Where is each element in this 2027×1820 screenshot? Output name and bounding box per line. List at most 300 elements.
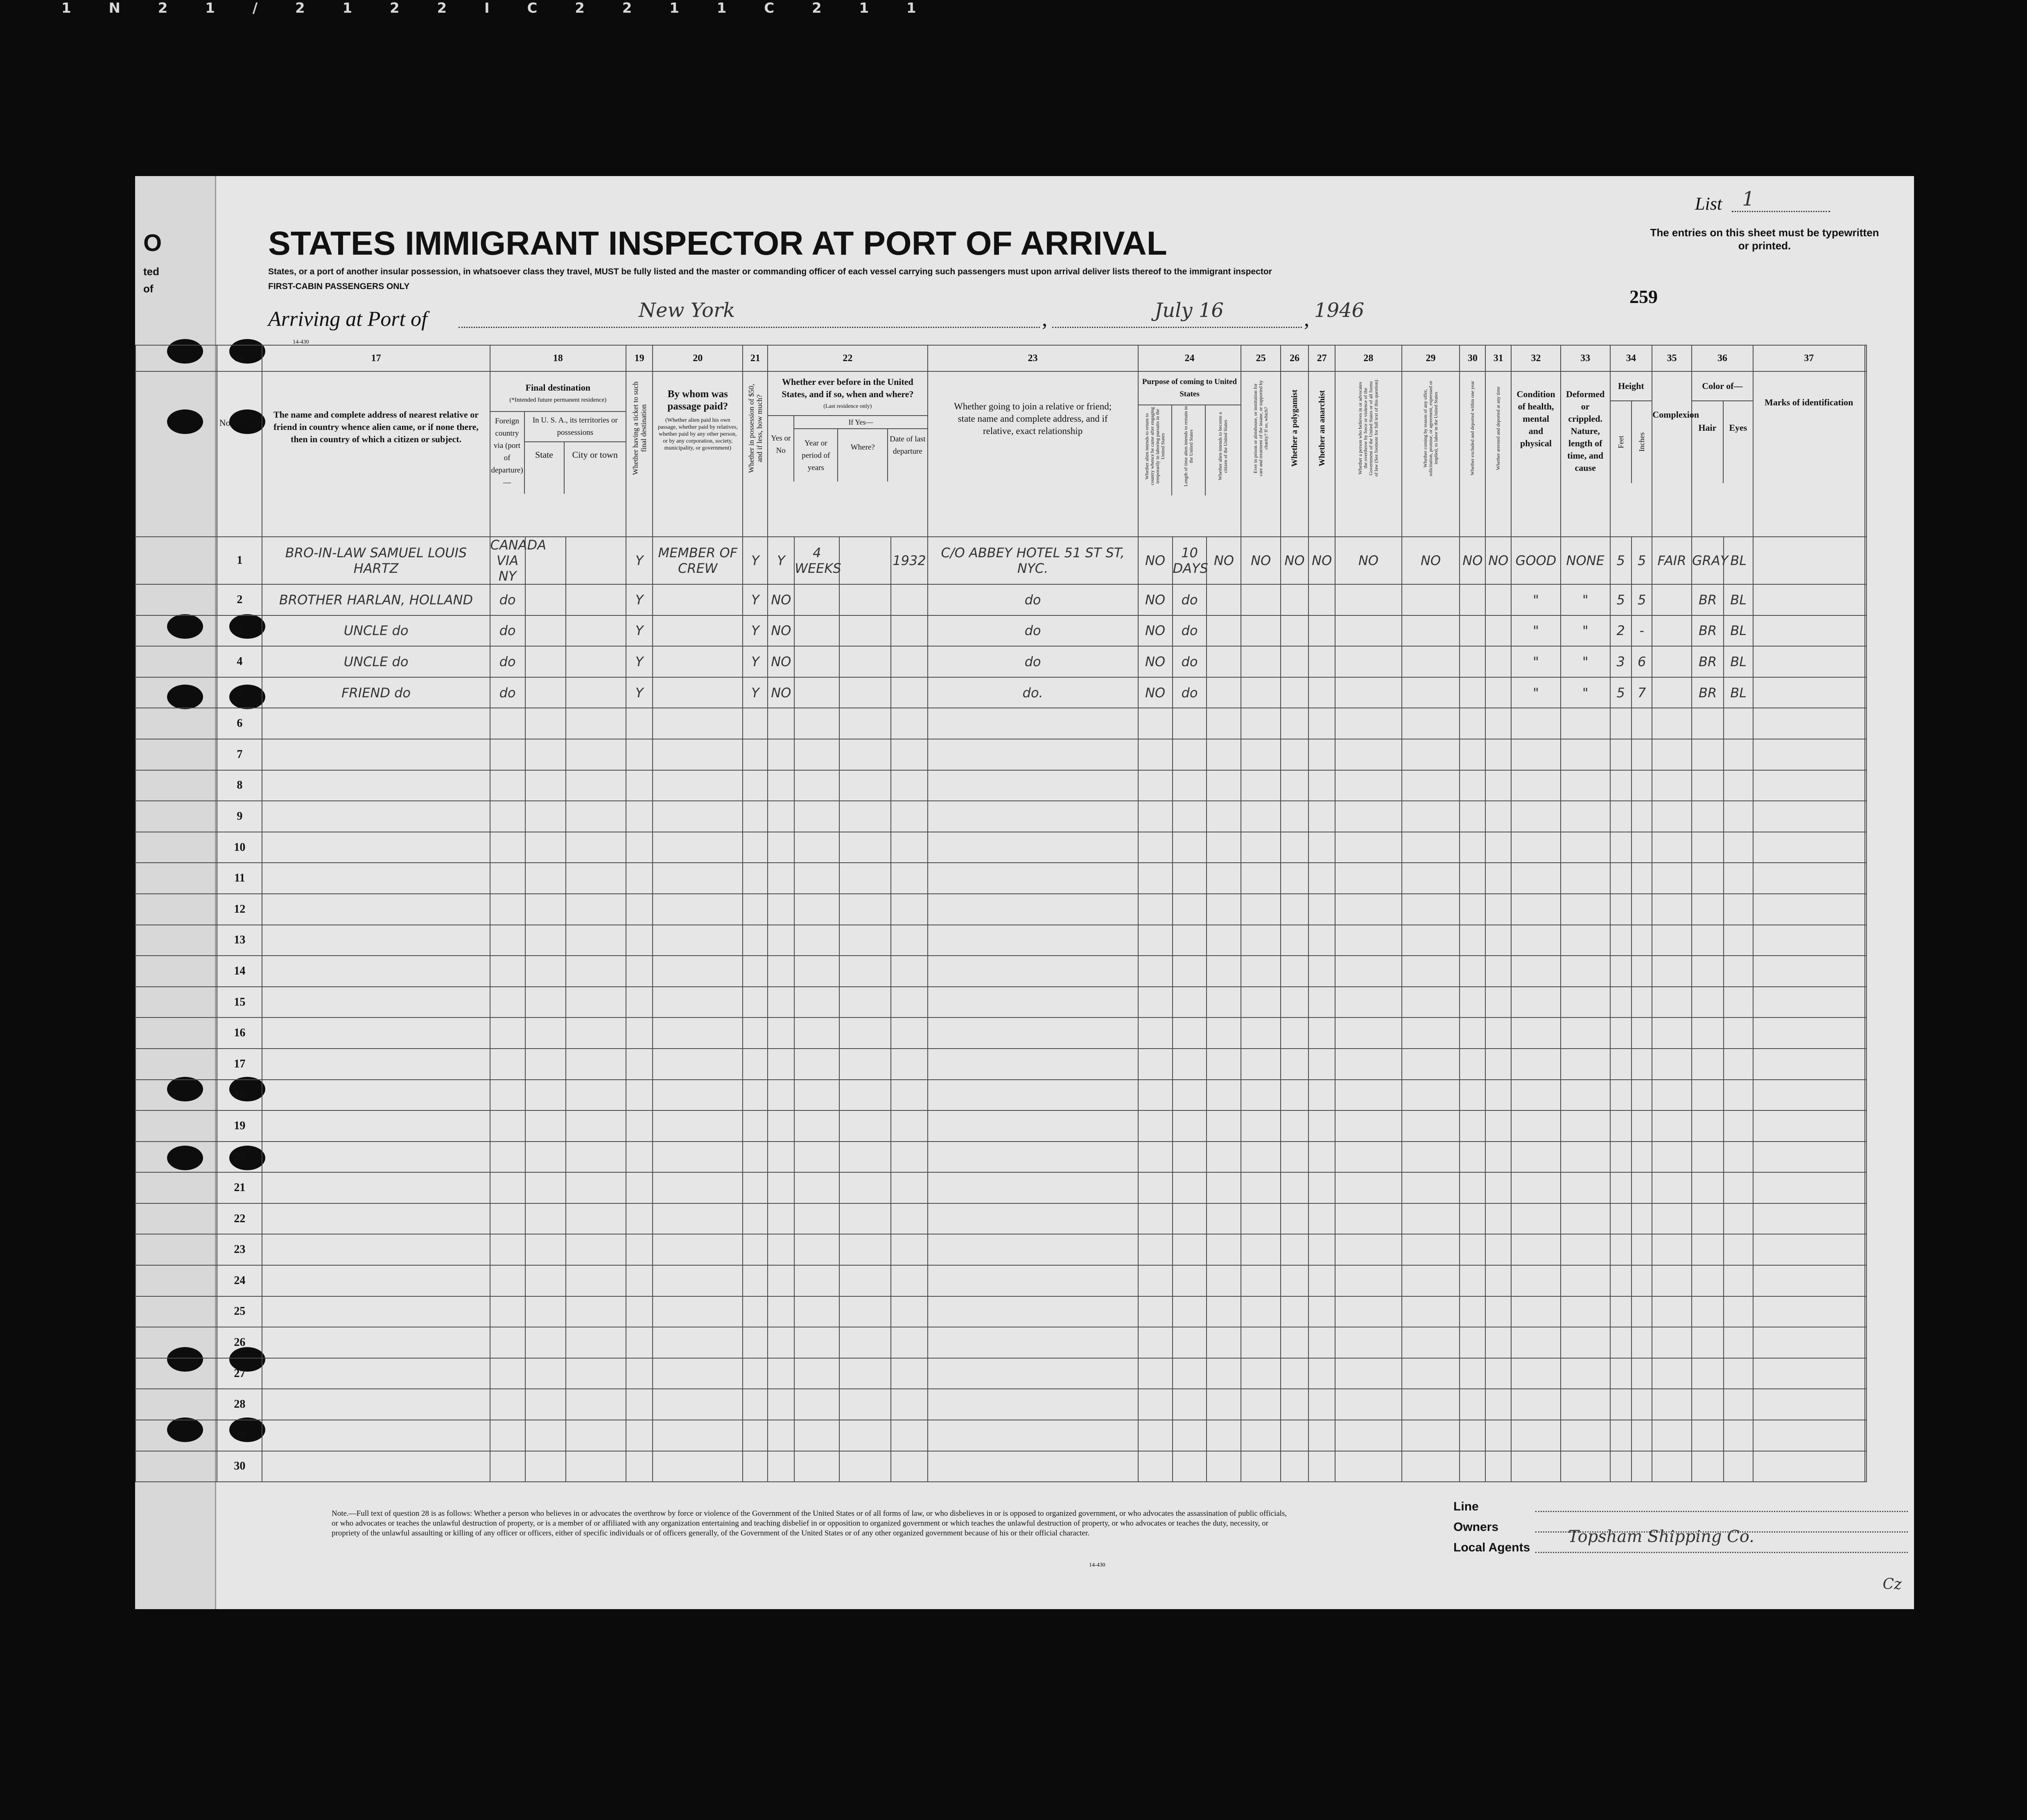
cell-c22b [794,1420,839,1451]
cell-c22d [891,1142,927,1173]
cell-c22a [768,1172,794,1203]
cell-c20 [653,677,743,708]
cell-c31 [1485,1234,1511,1265]
cell-c18b [525,708,566,739]
cell-c29 [1402,739,1460,770]
ever-in-us-note: (Last residence only) [823,403,872,409]
cell-c20: MEMBER OF CREW [653,537,743,584]
cell-c31 [1485,1327,1511,1358]
margin-cell [1865,925,1867,956]
cell-c30 [1460,925,1485,956]
header-overthrow [1335,371,1402,537]
cell-c36b [1724,1327,1753,1358]
cell-c22d [891,956,927,987]
cell-c35 [1652,1049,1692,1080]
cell-c24a: NO [1138,677,1173,708]
cell-c20 [653,1080,743,1111]
cell-c20 [653,987,743,1018]
cell-c21 [743,1234,768,1265]
passenger-row [136,863,1867,894]
arriving-label: Arriving at Port of [268,307,427,331]
cell-c28 [1335,739,1402,770]
cell-c22d: 1932 [891,537,927,584]
cell-c20 [653,708,743,739]
cell-c22b [794,1327,839,1358]
cell-c22c [839,1327,891,1358]
cell-c30 [1460,832,1485,863]
cell-c36a: BR [1692,646,1724,677]
cell-c23 [928,739,1138,770]
cell-c24b [1173,1234,1207,1265]
cell-c35 [1652,1234,1692,1265]
cell-c33 [1561,1142,1610,1173]
cell-c18c [566,1172,626,1203]
cell-c36b [1724,1265,1753,1296]
cell-c17: UNCLE do [262,646,490,677]
cell-c17 [262,1049,490,1080]
cell-c23 [928,1265,1138,1296]
cell-c24a [1138,801,1173,832]
cell-c17 [262,1142,490,1173]
cell-c18b [525,1358,566,1389]
cell-c18b [525,1420,566,1451]
cell-c18c [566,1265,626,1296]
cell-c21 [743,739,768,770]
cell-c18a [490,894,525,925]
cell-c18c [566,1420,626,1451]
cell-c25 [1241,615,1281,647]
cell-c33 [1561,739,1610,770]
cell-c18b [525,1265,566,1296]
cell-c32 [1511,1451,1561,1482]
cell-c24a [1138,1389,1173,1420]
cell-c18c [566,646,626,677]
cell-c33: " [1561,584,1610,615]
cell-c18a [490,925,525,956]
cell-c22a [768,1049,794,1080]
cell-c26 [1281,1017,1308,1049]
cell-c30 [1460,1265,1485,1296]
cell-c19 [626,708,653,739]
passenger-row [136,1451,1867,1482]
cell-c27 [1308,1110,1335,1142]
cell-c35 [1652,615,1692,647]
cell-c22a [768,832,794,863]
passenger-row [136,615,1867,647]
cell-c25 [1241,1358,1281,1389]
cell-c27 [1308,770,1335,801]
cell-c33 [1561,1420,1610,1451]
cell-c29 [1402,646,1460,677]
cell-c18c [566,537,626,584]
cell-c26: NO [1281,537,1308,584]
cell-c26 [1281,1389,1308,1420]
column-number: 37 [1753,345,1865,371]
cell-c21 [743,708,768,739]
margin-cell [136,1172,217,1203]
cell-c26 [1281,1203,1308,1234]
cell-c19: Y [626,584,653,615]
cell-c22a [768,863,794,894]
cell-c22d [891,1327,927,1358]
header-city: City or town [572,450,618,460]
cell-c35 [1652,646,1692,677]
cell-c30 [1460,584,1485,615]
cell-c19 [626,1420,653,1451]
cell-c34a [1610,863,1632,894]
cell-c23 [928,1142,1138,1173]
margin-cell [136,1017,217,1049]
cell-c32 [1511,1142,1561,1173]
passenger-row [136,646,1867,677]
cell-c18b [525,1203,566,1234]
header-yes-no: Yes or No [768,416,794,482]
cell-c35 [1652,677,1692,708]
cell-c17 [262,708,490,739]
cell-c17 [262,1327,490,1358]
cell-c22c [839,537,891,584]
passenger-row [136,677,1867,708]
cell-c33 [1561,863,1610,894]
cell-c37 [1753,1049,1865,1080]
cell-c22d [891,1234,927,1265]
row-number: 22 [217,1203,262,1234]
cell-c36b [1724,1172,1753,1203]
cell-c21 [743,1451,768,1482]
cell-c30 [1460,1420,1485,1451]
cell-c33 [1561,1017,1610,1049]
cell-c29 [1402,1389,1460,1420]
header-health: Condition of health, mental and physical [1511,371,1561,537]
margin-cell [1865,1358,1867,1389]
cell-c17 [262,863,490,894]
cell-c26 [1281,646,1308,677]
cell-c19: Y [626,677,653,708]
cell-c19: Y [626,537,653,584]
margin-cell [1865,584,1867,615]
cell-c18c [566,615,626,647]
cell-c22c [839,832,891,863]
cell-c20 [653,801,743,832]
cell-c19 [626,956,653,987]
cell-c31 [1485,925,1511,956]
cell-c29 [1402,1327,1460,1358]
cell-c22c [839,894,891,925]
cell-c17 [262,1265,490,1296]
passenger-row [136,925,1867,956]
cell-c27 [1308,1017,1335,1049]
margin-cell [136,537,217,584]
cell-c34b [1632,1142,1652,1173]
typewritten-note: The entries on this sheet must be typewritten or printed. [1650,226,1879,252]
cell-c17 [262,832,490,863]
cell-c31 [1485,1451,1511,1482]
cell-c17 [262,1296,490,1327]
cell-c26 [1281,1142,1308,1173]
cell-c33: " [1561,615,1610,647]
header-fifty-dollars [743,371,768,537]
cell-c26 [1281,1265,1308,1296]
cell-c33 [1561,1110,1610,1142]
cell-c24a [1138,1296,1173,1327]
cell-c19 [626,1389,653,1420]
column-number: 34 [1610,345,1652,371]
cell-c34a [1610,708,1632,739]
cell-c29 [1402,832,1460,863]
cell-c35 [1652,1358,1692,1389]
cell-c33: NONE [1561,537,1610,584]
cell-c17: BROTHER HARLAN, HOLLAND [262,584,490,615]
cell-c22b [794,1234,839,1265]
cell-c24c [1207,987,1241,1018]
cell-c22b [794,1265,839,1296]
cell-c18b [525,770,566,801]
cell-c32 [1511,1358,1561,1389]
cell-c24c [1207,708,1241,739]
cell-c28 [1335,1017,1402,1049]
header-passage-paid [653,371,743,537]
cell-c24a [1138,739,1173,770]
cell-c31 [1485,1142,1511,1173]
cell-c30 [1460,1234,1485,1265]
cell-c24a [1138,894,1173,925]
cell-c26 [1281,894,1308,925]
cell-c37 [1753,1110,1865,1142]
passenger-row [136,708,1867,739]
cell-c18c [566,832,626,863]
cell-c35 [1652,832,1692,863]
cell-c34b [1632,708,1652,739]
cell-c23 [928,1234,1138,1265]
cell-c21: Y [743,615,768,647]
cell-c31 [1485,1203,1511,1234]
cell-c29 [1402,677,1460,708]
cell-c34a [1610,1110,1632,1142]
strip-label: ted [143,265,159,278]
cell-c35 [1652,1142,1692,1173]
cell-c35 [1652,1110,1692,1142]
cell-c22c [839,646,891,677]
margin-cell [136,987,217,1018]
cell-c18a: do [490,646,525,677]
cell-c17 [262,1017,490,1049]
cell-c24c [1207,1296,1241,1327]
cell-c23 [928,1451,1138,1482]
cell-c22d [891,677,927,708]
final-destination-label: Final destination [525,382,590,393]
cell-c24a: NO [1138,646,1173,677]
cell-c24a [1138,863,1173,894]
cell-c31 [1485,615,1511,647]
cell-c30 [1460,1080,1485,1111]
cell-c21: Y [743,537,768,584]
passenger-row [136,1203,1867,1234]
cell-c28 [1335,1142,1402,1173]
passage-paid-note: (Whether alien paid his own passage, whether paid by relatives, whether paid by any other person, or by any corporation, society, municipality, or government) [658,417,738,451]
film-strip-text: 1 N 2 1 / 2 1 2 2 I C 2 2 1 1 C 2 1 1 [61,0,933,16]
cell-c37 [1753,894,1865,925]
port-line [459,327,1040,328]
margin-cell [1865,801,1867,832]
cell-c25 [1241,1451,1281,1482]
cell-c32 [1511,987,1561,1018]
margin-cell [136,739,217,770]
cell-c34a [1610,739,1632,770]
cell-c32: " [1511,646,1561,677]
row-number: 4 [217,646,262,677]
column-number: 27 [1308,345,1335,371]
cell-c34b [1632,1265,1652,1296]
cell-c24b [1173,925,1207,956]
cell-c24c [1207,832,1241,863]
cell-c17 [262,770,490,801]
cell-c22c [839,739,891,770]
cell-c32 [1511,1172,1561,1203]
cell-c25 [1241,1017,1281,1049]
cell-c23 [928,708,1138,739]
cell-c24b [1173,832,1207,863]
cell-c34a [1610,1172,1632,1203]
cell-c24c [1207,1080,1241,1111]
cell-c24c [1207,1358,1241,1389]
cell-c22d [891,646,927,677]
cell-c20 [653,894,743,925]
header-where: Where? [838,429,888,482]
cell-c22a [768,1327,794,1358]
comma: , [1042,307,1047,331]
cell-c25 [1241,1234,1281,1265]
header-excluded [1460,371,1485,537]
cell-c24a [1138,956,1173,987]
cell-c18a [490,770,525,801]
cell-c22c [839,677,891,708]
cell-c32 [1511,1389,1561,1420]
cell-c24a: NO [1138,615,1173,647]
cell-c23 [928,956,1138,987]
header-fifty-text: Whether in possession of $50, and if less, how much? [747,384,764,473]
header-cell [136,371,217,537]
row-number: 24 [217,1265,262,1296]
cell-c31 [1485,1389,1511,1420]
cell-c26 [1281,708,1308,739]
column-number: 16 [217,345,262,371]
cell-c21 [743,801,768,832]
cell-c34b [1632,894,1652,925]
cell-c28 [1335,1110,1402,1142]
cell-c25 [1241,1080,1281,1111]
cell-c31 [1485,1420,1511,1451]
cell-c29 [1402,1265,1460,1296]
cell-c34a [1610,925,1632,956]
cell-c30 [1460,1142,1485,1173]
cell-c18b [525,1049,566,1080]
purpose-label: Purpose of coming to United States [1139,372,1241,405]
margin-cell [1865,1265,1867,1296]
cell-c23 [928,1110,1138,1142]
cell-c22d [891,615,927,647]
header-period: Year or period of years [794,429,838,482]
cell-c36a [1692,1049,1724,1080]
column-number: 22 [768,345,927,371]
cell-c22b [794,1358,839,1389]
cell-c28 [1335,1080,1402,1111]
cell-c35 [1652,956,1692,987]
cell-c35 [1652,1172,1692,1203]
cell-c22b [794,987,839,1018]
margin-cell [136,832,217,863]
cell-c18c [566,1389,626,1420]
cell-c22b [794,894,839,925]
cell-c18c [566,1110,626,1142]
cell-c22c [839,1203,891,1234]
cell-c36a: GRAY [1692,537,1724,584]
cell-c36a [1692,770,1724,801]
cell-c22d [891,1172,927,1203]
cell-c34a: 3 [1610,646,1632,677]
cell-c34a [1610,1142,1632,1173]
column-number: 30 [1460,345,1485,371]
cell-c24b [1173,987,1207,1018]
cell-c34a: 5 [1610,537,1632,584]
cell-c18c [566,1017,626,1049]
cell-c22b [794,925,839,956]
cell-c29 [1402,801,1460,832]
cell-c17 [262,1080,490,1111]
cell-c30 [1460,708,1485,739]
cell-c18a [490,832,525,863]
cell-c24a [1138,1265,1173,1296]
cell-c26 [1281,770,1308,801]
cell-c36a [1692,1142,1724,1173]
cell-c22d [891,584,927,615]
passenger-row [136,801,1867,832]
row-number: 11 [217,863,262,894]
cell-c27 [1308,1296,1335,1327]
margin-cell [1865,1142,1867,1173]
header-prison-text: Ever in prison or almshouse, or institution for care and treatment of the insane, or supported by charity? If so, which? [1252,380,1269,477]
cell-c36a [1692,894,1724,925]
cell-c27 [1308,1358,1335,1389]
cell-c37 [1753,1234,1865,1265]
cell-c18a [490,1327,525,1358]
cell-c30 [1460,987,1485,1018]
cell-c36a [1692,1080,1724,1111]
header-labor-text: Whether coming by reason of any offer, solicitation, promise, or agreement, expressed or implied, to labor in the United States [1422,380,1439,476]
cell-c27 [1308,925,1335,956]
header-ever-in-us [768,371,927,537]
margin-cell [1865,1389,1867,1420]
cell-c32: GOOD [1511,537,1561,584]
header-return: Whether alien intends to return to country whence he came after engaging temporarily in laboring pursuits in the United States [1143,407,1166,486]
header-prison [1241,371,1281,537]
cell-c22d [891,770,927,801]
cell-c36b [1724,863,1753,894]
cell-c31: NO [1485,537,1511,584]
margin-cell [1865,1420,1867,1451]
cell-c27 [1308,1203,1335,1234]
margin-cell [136,1110,217,1142]
cell-c32 [1511,1017,1561,1049]
cell-c24c [1207,863,1241,894]
cell-c34a [1610,987,1632,1018]
row-number: 28 [217,1389,262,1420]
cell-c30 [1460,1203,1485,1234]
cell-c37 [1753,584,1865,615]
cell-c28 [1335,677,1402,708]
cell-c34b [1632,1451,1652,1482]
cell-c24c [1207,770,1241,801]
cell-c23: C/O ABBEY HOTEL 51 ST ST, NYC. [928,537,1138,584]
